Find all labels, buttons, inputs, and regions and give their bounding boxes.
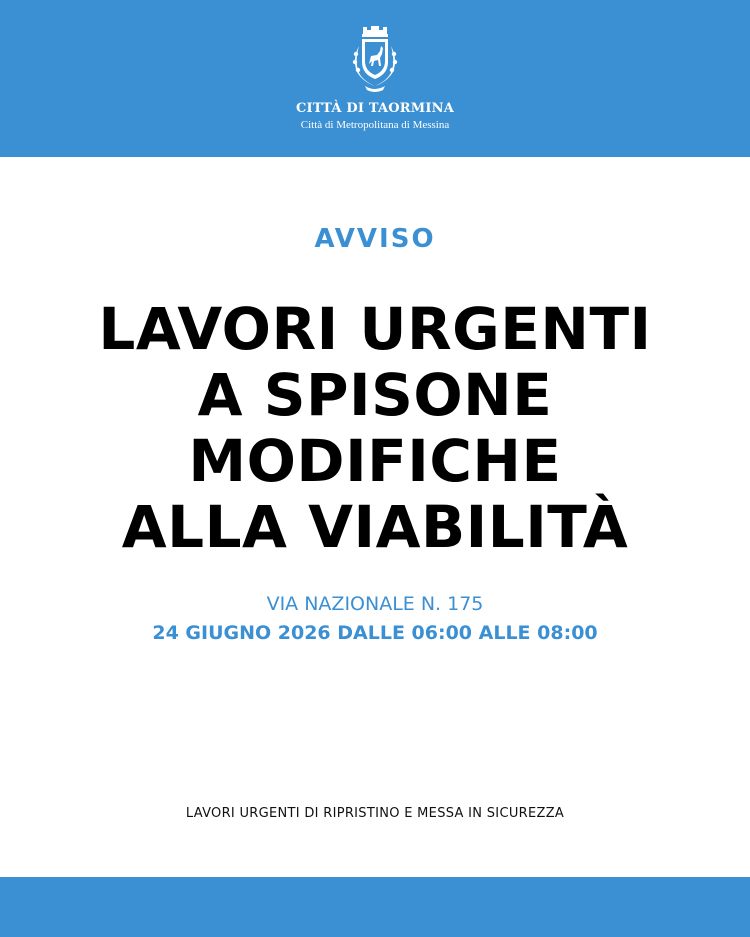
headline-line: LAVORI URGENTI — [98, 295, 652, 363]
taormina-coat-of-arms-icon — [347, 24, 403, 94]
footer-text: LAVORI URGENTI DI RIPRISTINO E MESSA IN SICUREZZA — [185, 806, 565, 821]
bottom-band — [0, 877, 750, 937]
header-band — [0, 0, 750, 157]
headline — [0, 296, 750, 560]
address: VIA NAZIONALE N. 175 — [266, 593, 484, 615]
headline-line: ALLA VIABILITÀ — [121, 493, 629, 561]
headline-line: A SPISONE — [197, 361, 553, 429]
date-time: 24 GIUGNO 2026 DALLE 06:00 ALLE 08:00 — [152, 622, 598, 644]
headline-line: MODIFICHE — [188, 427, 562, 495]
city-name: CITTÀ DI TAORMINA — [295, 101, 455, 116]
city-subtitle: Città di Metropolitana di Messina — [300, 119, 450, 131]
notice-label: AVVISO — [314, 224, 436, 254]
